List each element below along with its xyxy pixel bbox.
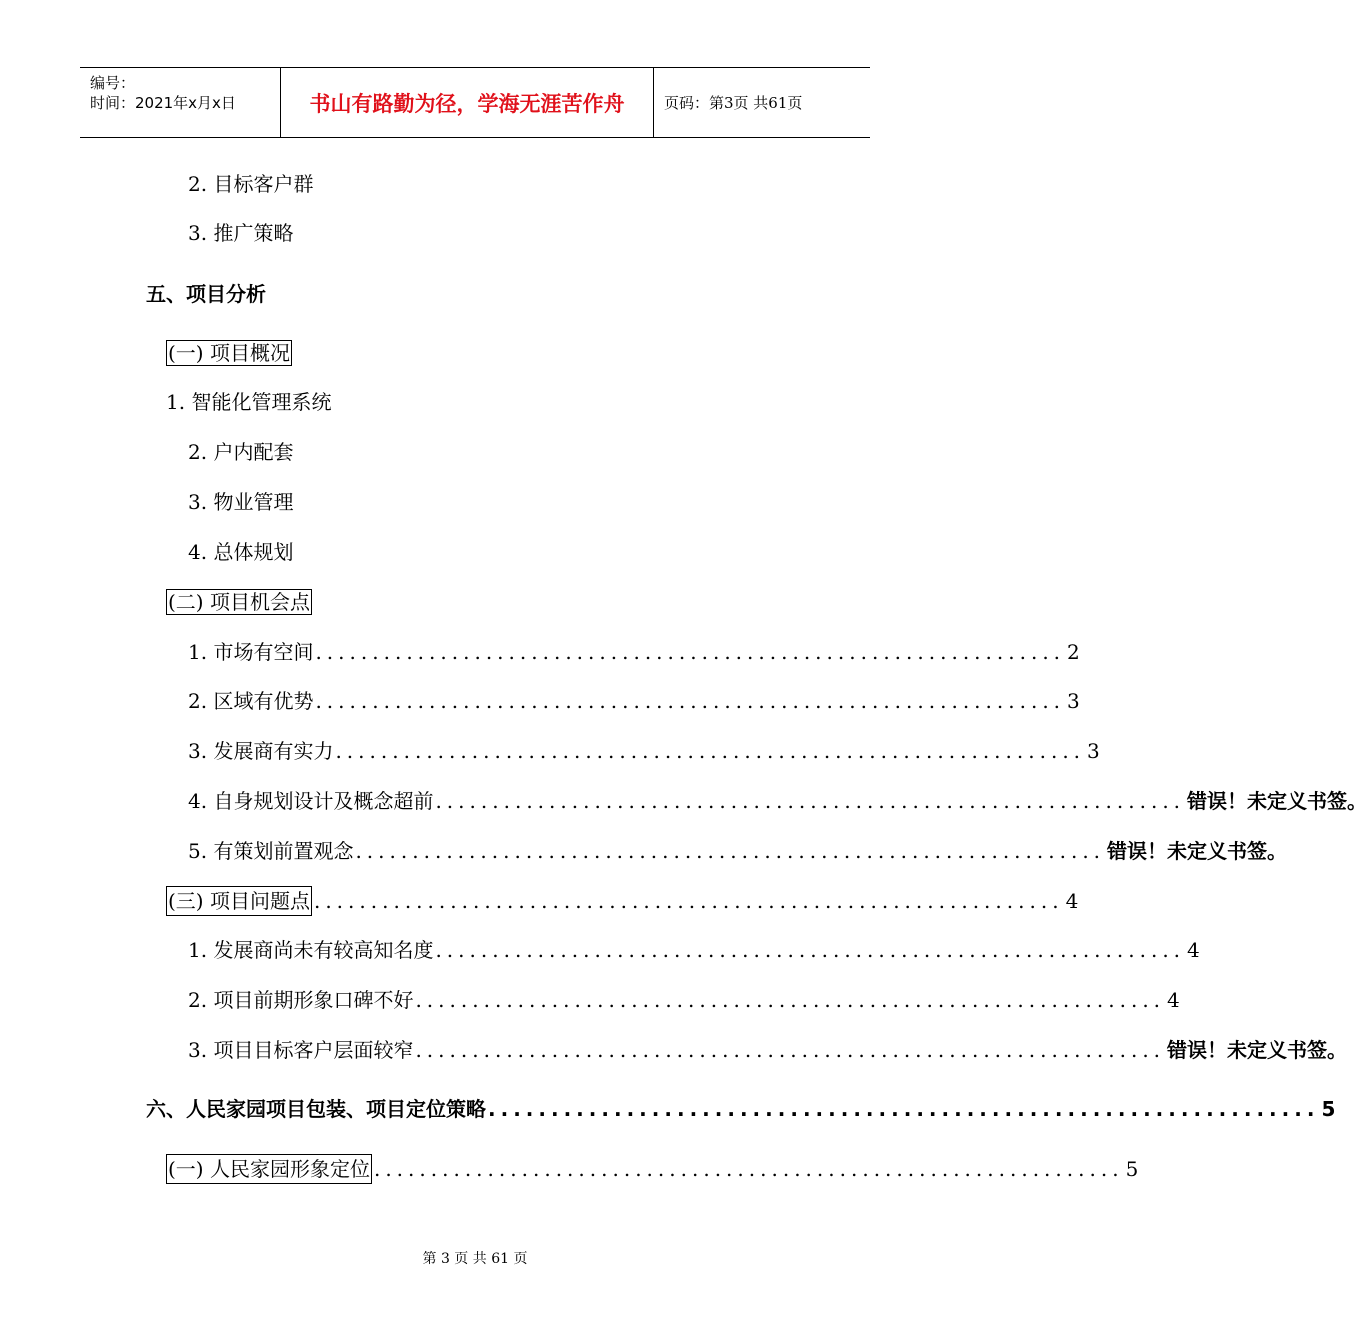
toc-page: 4 — [1187, 938, 1200, 962]
toc-page: 5 — [1125, 1157, 1139, 1181]
section-opportunities: (二) 项目机会点 — [168, 590, 310, 614]
item-property-management: 3. 物业管理 — [188, 490, 294, 514]
toc-text: 3. 发展商有实力 — [188, 739, 334, 763]
heading-project-analysis: 五、项目分析 — [146, 282, 266, 306]
header-meta — [80, 68, 281, 137]
header-page-info: 页码：第3页 共61页 — [664, 94, 803, 112]
toc-text: 六、人民家园项目包装、项目定位策略 — [146, 1097, 486, 1121]
toc-leader: .................................................................. — [435, 938, 1186, 962]
toc-leader: .................................................................. — [335, 739, 1086, 763]
toc-leader: .................................................................. — [415, 1038, 1166, 1062]
toc-text: 1. 发展商尚未有较高知名度 — [188, 938, 434, 962]
toc-entry[interactable] — [188, 936, 1200, 964]
toc-page-error: 错误！未定义书签。 — [1187, 789, 1367, 813]
toc-leader: .................................................................. — [435, 789, 1186, 813]
toc-text: 2. 项目前期形象口碑不好 — [188, 988, 414, 1012]
item-smart-management: 1. 智能化管理系统 — [166, 390, 332, 414]
page-header — [80, 67, 870, 138]
toc-text: 3. 项目目标客户层面较窄 — [188, 1038, 414, 1062]
toc-text: 1. 市场有空间 — [188, 640, 314, 664]
toc-leader: .................................................................. — [488, 1097, 1320, 1121]
toc-leader: .................................................................. — [315, 689, 1066, 713]
toc-entry[interactable] — [188, 837, 1288, 865]
toc-entry[interactable] — [188, 787, 1367, 815]
toc-entry[interactable] — [188, 687, 1080, 715]
toc-entry[interactable] — [188, 986, 1180, 1014]
toc-entry[interactable] — [166, 886, 1079, 914]
number-label: 编号： — [90, 74, 136, 92]
toc-leader: .................................................................. — [415, 988, 1166, 1012]
toc-text: 2. 区域有优势 — [188, 689, 314, 713]
toc-leader: .................................................................. — [355, 839, 1106, 863]
toc-leader: .................................................................. — [373, 1157, 1124, 1181]
toc-entry[interactable] — [188, 1036, 1348, 1064]
toc-text: 5. 有策划前置观念 — [188, 839, 354, 863]
toc-page: 2 — [1067, 640, 1080, 664]
toc-page-error: 错误！未定义书签。 — [1107, 839, 1288, 863]
toc-entry[interactable] — [188, 737, 1100, 765]
toc-text: (一) 人民家园形象定位 — [166, 1154, 372, 1184]
toc-entry-chapter[interactable] — [146, 1095, 1336, 1123]
toc-text: (三) 项目问题点 — [166, 886, 312, 916]
toc-page: 4 — [1065, 889, 1079, 913]
header-motto: 书山有路勤为径，学海无涯苦作舟 — [281, 68, 654, 137]
section-project-overview: (一) 项目概况 — [168, 341, 290, 365]
item-master-plan: 4. 总体规划 — [188, 540, 294, 564]
toc-entry[interactable] — [166, 1154, 1139, 1182]
toc-leader: .................................................................. — [313, 889, 1064, 913]
item-target-customers: 2. 目标客户群 — [188, 172, 314, 196]
toc-page: 3 — [1087, 739, 1100, 763]
page-footer: 第 3 页 共 61 页 — [422, 1251, 528, 1267]
toc-page: 3 — [1067, 689, 1080, 713]
time-label: 时间：2021年x月x日 — [90, 94, 236, 112]
item-promotion-strategy: 3. 推广策略 — [188, 221, 294, 245]
toc-page: 4 — [1167, 988, 1180, 1012]
item-indoor-facilities: 2. 户内配套 — [188, 440, 294, 464]
toc-leader: .................................................................. — [315, 640, 1066, 664]
toc-text: 4. 自身规划设计及概念超前 — [188, 789, 434, 813]
toc-page-error: 错误！未定义书签。 — [1167, 1038, 1348, 1062]
toc-entry[interactable] — [188, 638, 1080, 666]
toc-page: 5 — [1321, 1097, 1336, 1121]
